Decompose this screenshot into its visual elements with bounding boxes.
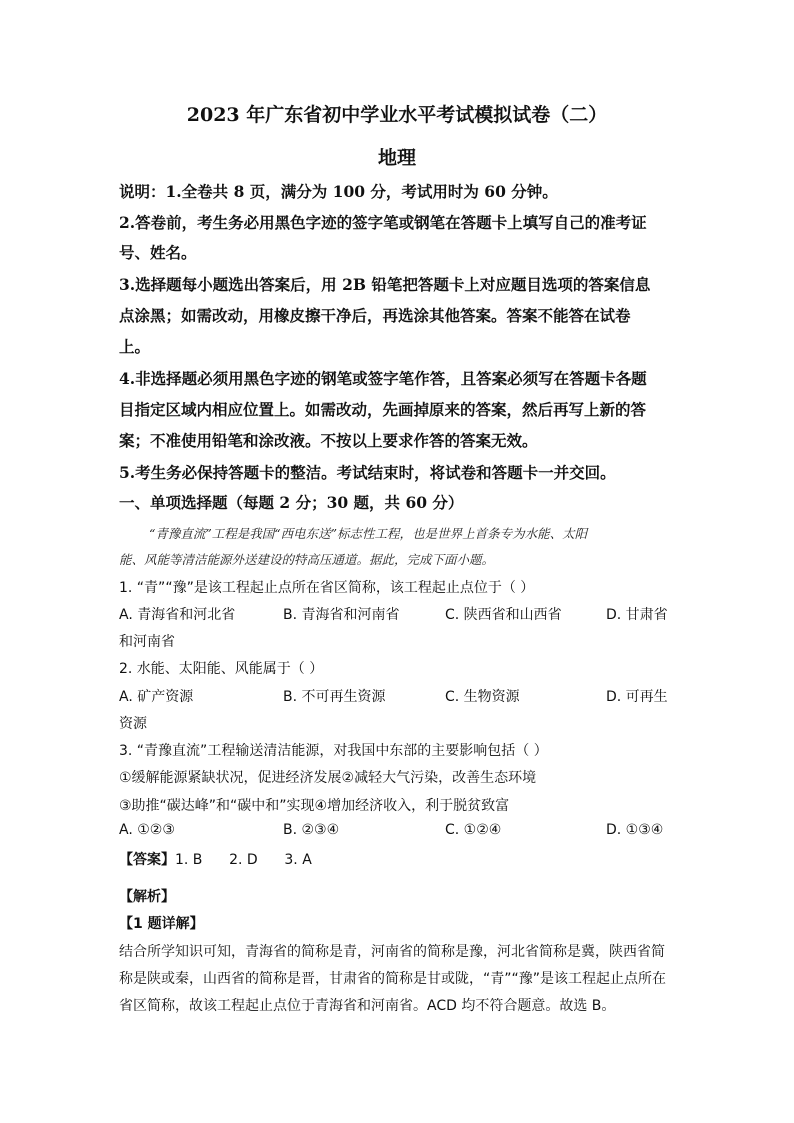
q2-option-d: D. 可再生 — [606, 689, 668, 705]
instruction-line: 点涂黑；如需改动，用橡皮擦干净后，再选涂其他答案。答案不能答在试卷 — [119, 306, 631, 325]
q1-option-b: B. 青海省和河南省 — [283, 607, 400, 623]
instruction-line: 2.答卷前，考生务必用黑色字迹的签字笔或钢笔在答题卡上填写自己的准考证 — [119, 213, 647, 232]
instruction-line: 目指定区域内相应位置上。如需改动，先画掉原来的答案，然后再写上新的答 — [119, 400, 647, 419]
detail-line: 结合所学知识可知，青海省的简称是青，河南省的简称是豫，河北省简称是冀，陕西省简 — [119, 944, 665, 960]
instruction-line: 3.选择题每小题选出答案后，用 2B 铅笔把答题卡上对应题目选项的答案信息 — [119, 275, 651, 294]
instruction-line: 案；不准使用铅笔和涂改液。不按以上要求作答的答案无效。 — [119, 431, 538, 450]
question-2-stem: 2. 水能、太阳能、风能属于（ ） — [119, 661, 324, 677]
q1-option-a: A. 青海省和河北省 — [119, 607, 236, 623]
instruction-line: 5.考生务必保持答题卡的整洁。考试结束时，将试卷和答题卡一并交回。 — [119, 463, 616, 482]
question-1-stem: 1. “青”“豫”是该工程起止点所在省区简称，该工程起止点位于（ ） — [119, 580, 535, 596]
q3-option-d: D. ①③④ — [606, 822, 664, 838]
detail-label: 【1 题详解】 — [119, 916, 204, 932]
q1-option-d: D. 甘肃省 — [606, 607, 668, 623]
q3-option-c: C. ①②④ — [445, 822, 502, 838]
section-heading: 一、单项选择题（每题 2 分；30 题，共 60 分） — [119, 493, 464, 512]
subject-title: 地理 — [377, 147, 416, 169]
analysis-label: 【解析】 — [119, 889, 175, 905]
q3-statement-line: ①缓解能源紧缺状况，促进经济发展②减轻大气污染，改善生态环境 — [119, 770, 537, 786]
answer-row — [119, 849, 312, 869]
detail-line: 称是陕或秦，山西省的简称是晋，甘肃省的简称是甘或陇，“青”“豫”是该工程起止点所在 — [119, 971, 667, 987]
q1-option-d-continued: 和河南省 — [119, 634, 175, 650]
q2-option-d-continued: 资源 — [119, 716, 147, 732]
q1-option-c: C. 陕西省和山西省 — [445, 607, 562, 623]
detail-line: 省区简称，故该工程起止点位于青海省和河南省。ACD 均不符合题意。故选 B。 — [119, 998, 616, 1014]
q2-option-b: B. 不可再生资源 — [283, 689, 386, 705]
passage-line: “青豫直流”工程是我国“西电东送”标志性工程，也是世界上首条专为水能、太阳 — [149, 526, 588, 541]
answer-text: 1. B 2. D 3. A — [175, 852, 312, 868]
instruction-line: 上。 — [119, 337, 151, 356]
instruction-line: 4.非选择题必须用黑色字迹的钢笔或签字笔作答，且答案必须写在答题卡各题 — [119, 369, 647, 388]
answer-label: 【答案】 — [119, 852, 175, 868]
instruction-line: 号、姓名。 — [119, 243, 197, 262]
q3-option-b: B. ②③④ — [283, 822, 340, 838]
q3-statement-line: ③助推“碳达峰”和“碳中和”实现④增加经济收入，利于脱贫致富 — [119, 798, 510, 814]
q2-option-c: C. 生物资源 — [445, 689, 520, 705]
q3-option-a: A. ①②③ — [119, 822, 175, 838]
q2-option-a: A. 矿产资源 — [119, 689, 194, 705]
question-3-stem: 3. “青豫直流”工程输送清洁能源，对我国中东部的主要影响包括（ ） — [119, 743, 548, 759]
passage-line: 能、风能等清洁能源外送建设的特高压通道。据此，完成下面小题。 — [119, 552, 495, 567]
instruction-line: 说明：1.全卷共 8 页，满分为 100 分，考试用时为 60 分钟。 — [119, 182, 558, 201]
exam-title: 2023 年广东省初中学业水平考试模拟试卷（二） — [186, 104, 608, 126]
